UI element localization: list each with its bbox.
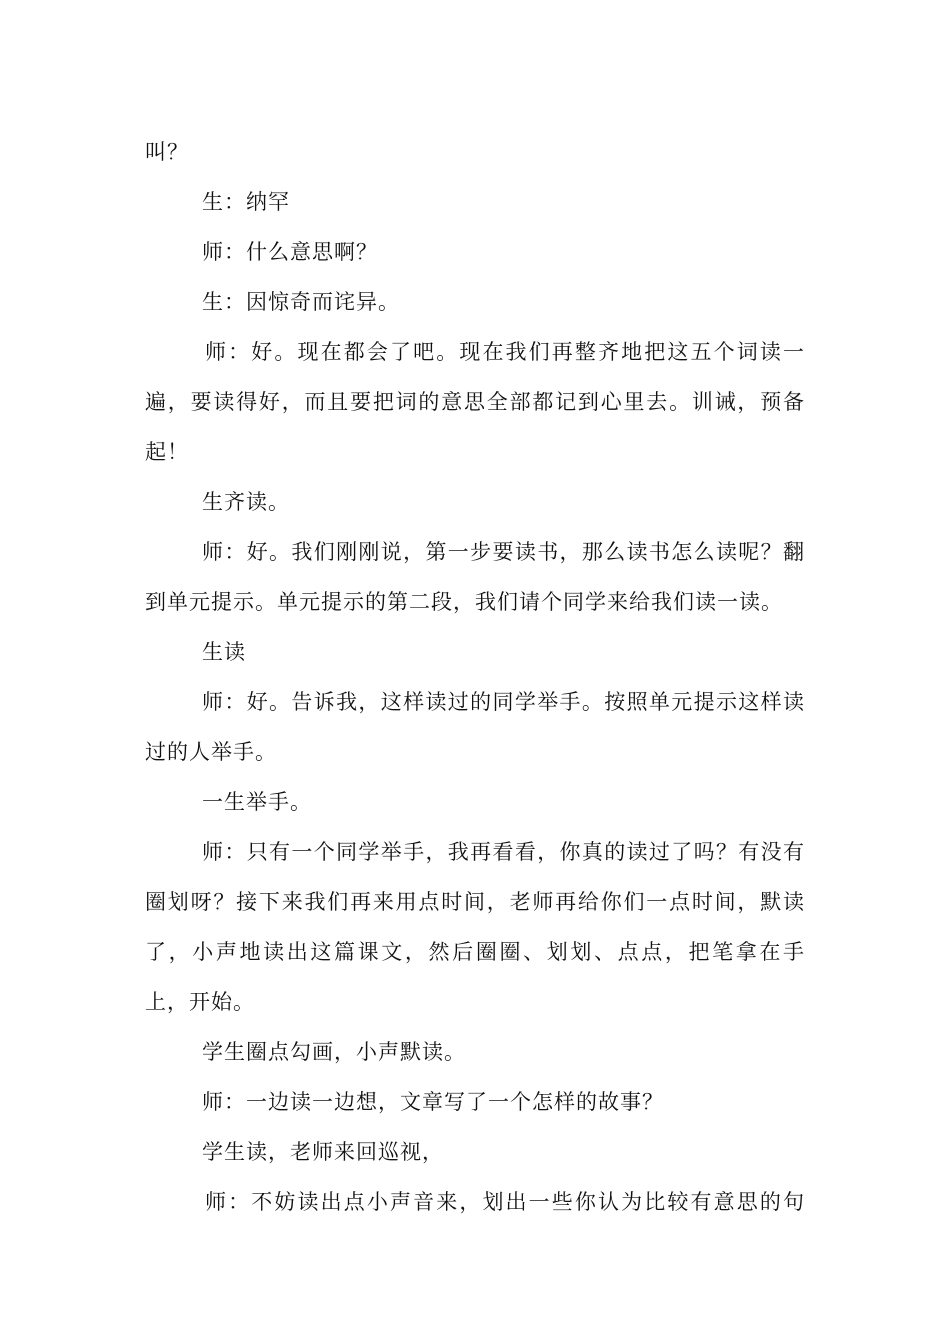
text-line-4: 生：因惊奇而诧异。 xyxy=(202,290,400,314)
text-line-10: 到单元提示。单元提示的第二段，我们请个同学来给我们读一读。 xyxy=(145,590,783,614)
text-line-22: 师：不妨读出点小声音来，划出一些你认为比较有意思的句 xyxy=(205,1190,805,1214)
text-line-2: 生：纳罕 xyxy=(202,190,290,214)
text-line-7: 起！ xyxy=(145,440,189,464)
text-line-3: 师：什么意思啊？ xyxy=(202,240,378,264)
text-line-20: 师：一边读一边想，文章写了一个怎样的故事？ xyxy=(202,1090,664,1114)
text-line-13: 过的人举手。 xyxy=(145,740,277,764)
text-line-11: 生读 xyxy=(202,640,246,664)
text-line-15: 师：只有一个同学举手，我再看看，你真的读过了吗？有没有 xyxy=(202,840,805,864)
text-line-18: 上，开始。 xyxy=(145,990,255,1014)
text-line-16: 圈划呀？接下来我们再来用点时间，老师再给你们一点时间，默读 xyxy=(145,890,805,914)
text-line-14: 一生举手。 xyxy=(202,790,312,814)
text-line-1: 叫？ xyxy=(145,140,189,164)
text-line-8: 生齐读。 xyxy=(202,490,290,514)
text-line-6: 遍，要读得好，而且要把词的意思全部都记到心里去。训诫，预备 xyxy=(145,390,805,414)
text-line-21: 学生读，老师来回巡视， xyxy=(202,1140,444,1164)
text-line-19: 学生圈点勾画，小声默读。 xyxy=(202,1040,466,1064)
text-line-9: 师：好。我们刚刚说，第一步要读书，那么读书怎么读呢？翻 xyxy=(202,540,805,564)
text-line-17: 了，小声地读出这篇课文，然后圈圈、划划、点点，把笔拿在手 xyxy=(145,940,805,964)
text-line-5: 师：好。现在都会了吧。现在我们再整齐地把这五个词读一 xyxy=(205,340,805,364)
text-line-12: 师：好。告诉我，这样读过的同学举手。按照单元提示这样读 xyxy=(202,690,805,714)
